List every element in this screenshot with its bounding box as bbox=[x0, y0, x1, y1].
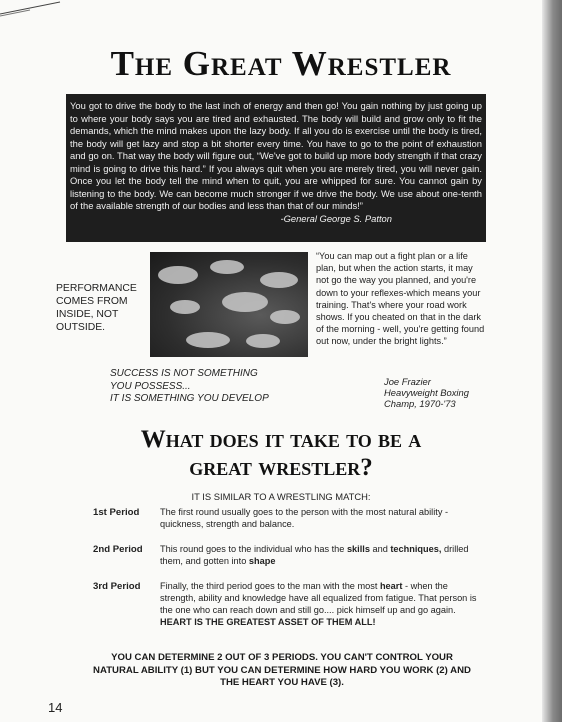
period-3-text bbox=[160, 580, 480, 628]
section-heading-line-2: great wrestler? bbox=[189, 454, 373, 481]
period-3-bold-asset: HEART IS THE GREATEST ASSET OF THEM ALL! bbox=[160, 617, 376, 627]
frazier-years: Champ, 1970-'73 bbox=[384, 398, 456, 409]
period-2-bold-shape: shape bbox=[248, 556, 276, 566]
period-3-label: 3rd Period bbox=[93, 581, 141, 592]
success-statement bbox=[110, 368, 330, 406]
period-2-label: 2nd Period bbox=[93, 544, 143, 555]
success-line-2: YOU POSSESS... bbox=[110, 380, 191, 392]
section-heading bbox=[0, 426, 562, 482]
period-3-text-a: Finally, the third period goes to the man with the most bbox=[160, 581, 380, 591]
frazier-title: Heavyweight Boxing bbox=[384, 387, 469, 398]
patton-quote-box bbox=[66, 94, 486, 242]
page-number: 14 bbox=[48, 700, 63, 715]
period-2-text-c: drilled them, and gotten into bbox=[160, 544, 469, 566]
wrestlers-photo bbox=[150, 252, 308, 357]
frazier-attribution bbox=[384, 376, 494, 409]
conclusion-text: YOU CAN DETERMINE 2 OUT OF 3 PERIODS. YOU CAN'T CONTROL YOUR NATURAL ABILITY (1) BUT YOU CAN DETERMINE HOW HARD YOU WORK (2) AND THE HEART YOU HAVE (3). bbox=[93, 652, 471, 688]
period-1-text: The first round usually goes to the person with the most natural ability - quickness, strength and balance. bbox=[160, 507, 449, 529]
patton-quote-text: You got to drive the body to the last inch of energy and then go! You gain nothing by just going up to where your body says you are tired and exhausted. The body will build and grow only to fit the demands, which the mind makes upon the lazy body. If all you do is exercise until the body is tired, the body will get lazy and stop a bit shorter every time. You have to go to the point of exhaustion and go on. That way the body will figure out, “We've got to build up more body strength if that crazy mind is going to drive this hard.” If you always quit when you are merely tired, you will never gain. Once you let the body tell the mind when to quit, you are whipped for sure. You cannot gain by listening to the body. We can become much stronger if we drive the body. We use about one-tenth of the available strength of our bodies and less than that of our minds!” bbox=[70, 100, 482, 211]
period-1-label: 1st Period bbox=[93, 507, 140, 518]
period-2-text-b: and bbox=[369, 544, 391, 554]
period-3-text-b: - when the strength, ability and knowledge have all equalized from fatigue. That person is the one who can reach down and still go.... pick himself up and go again. bbox=[160, 581, 477, 615]
similar-caption: IT IS SIMILAR TO A WRESTLING MATCH: bbox=[191, 491, 371, 502]
patton-quote-author: -General George S. Patton bbox=[280, 212, 392, 224]
page-title: The Great Wrestler bbox=[110, 44, 452, 83]
frazier-quote: “You can map out a fight plan or a life plan, but when the action starts, it may not go the way you planned, and you're down to your reflexes-which means your training. That's where your road work shows. If you cheated on that in the dark of the morning - well, you're getting found out now, under the bright lights.” bbox=[316, 251, 485, 347]
performance-text: PERFORMANCE COMES FROM INSIDE, NOT OUTSIDE. bbox=[56, 283, 137, 333]
period-3-bold-heart: heart bbox=[379, 581, 403, 591]
scan-corner-mark bbox=[0, 0, 70, 20]
success-line-1: SUCCESS IS NOT SOMETHING bbox=[110, 368, 258, 379]
period-2-text bbox=[160, 543, 480, 567]
period-2-bold-techniques: techniques, bbox=[390, 544, 442, 554]
period-2-text-a: This round goes to the individual who has the bbox=[160, 544, 347, 554]
frazier-name: Joe Frazier bbox=[384, 376, 431, 387]
success-line-3: IT IS SOMETHING YOU DEVELOP bbox=[110, 393, 269, 404]
section-heading-line-1: What does it take to be a bbox=[140, 426, 422, 453]
page-edge-shadow bbox=[542, 0, 562, 722]
period-2-bold-skills: skills bbox=[346, 544, 370, 554]
